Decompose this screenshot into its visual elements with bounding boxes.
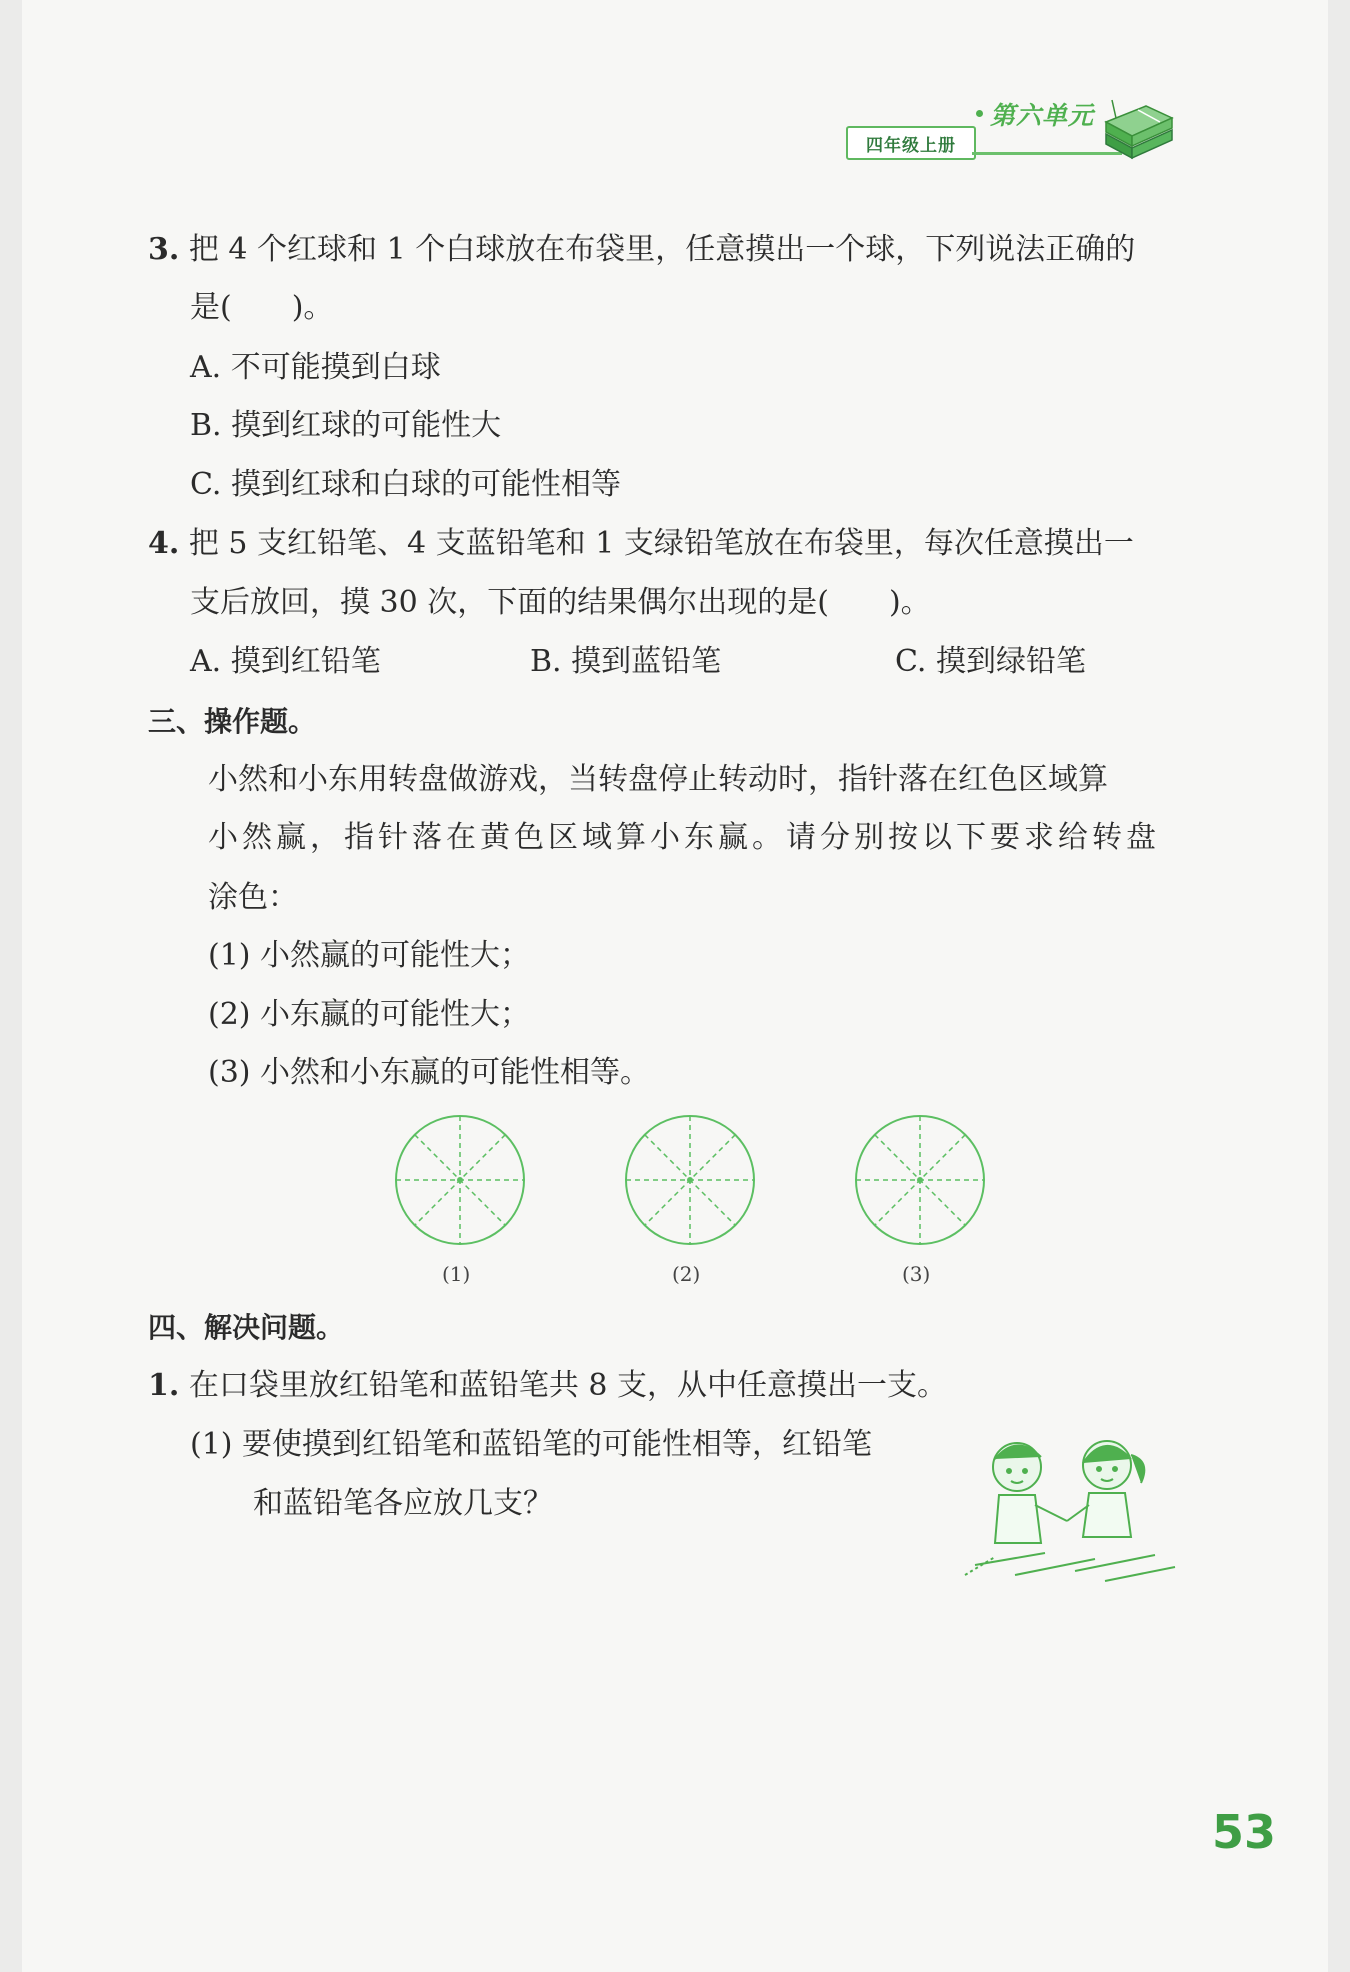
- q4-stem-line2: 支后放回，摸 30 次，下面的结果偶尔出现的是( )。: [190, 585, 931, 620]
- spinner-label-2: (2): [672, 1262, 701, 1286]
- spinner-row: [390, 1110, 1000, 1250]
- header-dot: [976, 110, 983, 117]
- section4-sub1-line1: (1) 要使摸到红铅笔和蓝铅笔的可能性相等，红铅笔: [190, 1427, 873, 1462]
- section4-sub1-line2: 和蓝铅笔各应放几支？: [253, 1486, 553, 1521]
- q3-number: 3.: [148, 232, 180, 267]
- q4-option-a: A. 摸到红铅笔: [190, 644, 381, 679]
- section3-para-line1: 小然和小东用转盘做游戏，当转盘停止转动时，指针落在红色区域算: [208, 762, 1108, 797]
- section4-q1-number: 1.: [148, 1368, 180, 1403]
- unit-header: [840, 92, 1180, 172]
- section3-para-line2: 小然赢，指针落在黄色区域算小东赢。请分别按以下要求给转盘: [208, 820, 1160, 855]
- q4-number: 4.: [148, 526, 180, 561]
- spinner-2[interactable]: [626, 1116, 754, 1244]
- q3-option-b: B. 摸到红球的可能性大: [190, 408, 502, 443]
- page-edge-right: [1328, 0, 1350, 1972]
- section3-item-1: (1) 小然赢的可能性大；: [208, 938, 531, 973]
- books-icon: [1102, 96, 1176, 162]
- unit-title: 第六单元: [990, 101, 1095, 130]
- q3-line1: [148, 230, 1135, 270]
- page-edge-left: [0, 0, 22, 1972]
- page-number: 53: [1212, 1805, 1277, 1859]
- section4-q1: [148, 1366, 947, 1406]
- q4-option-c: C. 摸到绿铅笔: [895, 644, 1086, 679]
- spinner-label-3: (3): [902, 1262, 931, 1286]
- section4-title: 四、解决问题。: [148, 1311, 345, 1344]
- q4-option-b: B. 摸到蓝铅笔: [530, 644, 722, 679]
- children-with-pencils-illustration: [955, 1425, 1185, 1590]
- q4-line1: [148, 524, 1134, 564]
- q3-stem-line1: 把 4 个红球和 1 个白球放在布袋里，任意摸出一个球，下列说法正确的: [188, 232, 1136, 267]
- spinner-diagrams: [390, 1110, 1000, 1290]
- spinner-1[interactable]: [396, 1116, 524, 1244]
- q3-option-a: A. 不可能摸到白球: [190, 350, 441, 385]
- header-underline: [972, 152, 1122, 155]
- section3-title: 三、操作题。: [148, 705, 317, 738]
- q3-stem-line2: 是( )。: [190, 290, 334, 325]
- grade-label: 四年级上册: [846, 126, 976, 160]
- section3-item-2: (2) 小东赢的可能性大；: [208, 997, 531, 1032]
- section3-item-3: (3) 小然和小东赢的可能性相等。: [208, 1055, 651, 1090]
- q4-stem-line1: 把 5 支红铅笔、4 支蓝铅笔和 1 支绿铅笔放在布袋里，每次任意摸出一: [188, 526, 1134, 561]
- section3-para-line3: 涂色：: [208, 880, 298, 915]
- spinner-3[interactable]: [856, 1116, 984, 1244]
- spinner-label-1: (1): [442, 1262, 471, 1286]
- q3-option-c: C. 摸到红球和白球的可能性相等: [190, 467, 621, 502]
- section4-q1-text: 在口袋里放红铅笔和蓝铅笔共 8 支，从中任意摸出一支。: [188, 1368, 948, 1403]
